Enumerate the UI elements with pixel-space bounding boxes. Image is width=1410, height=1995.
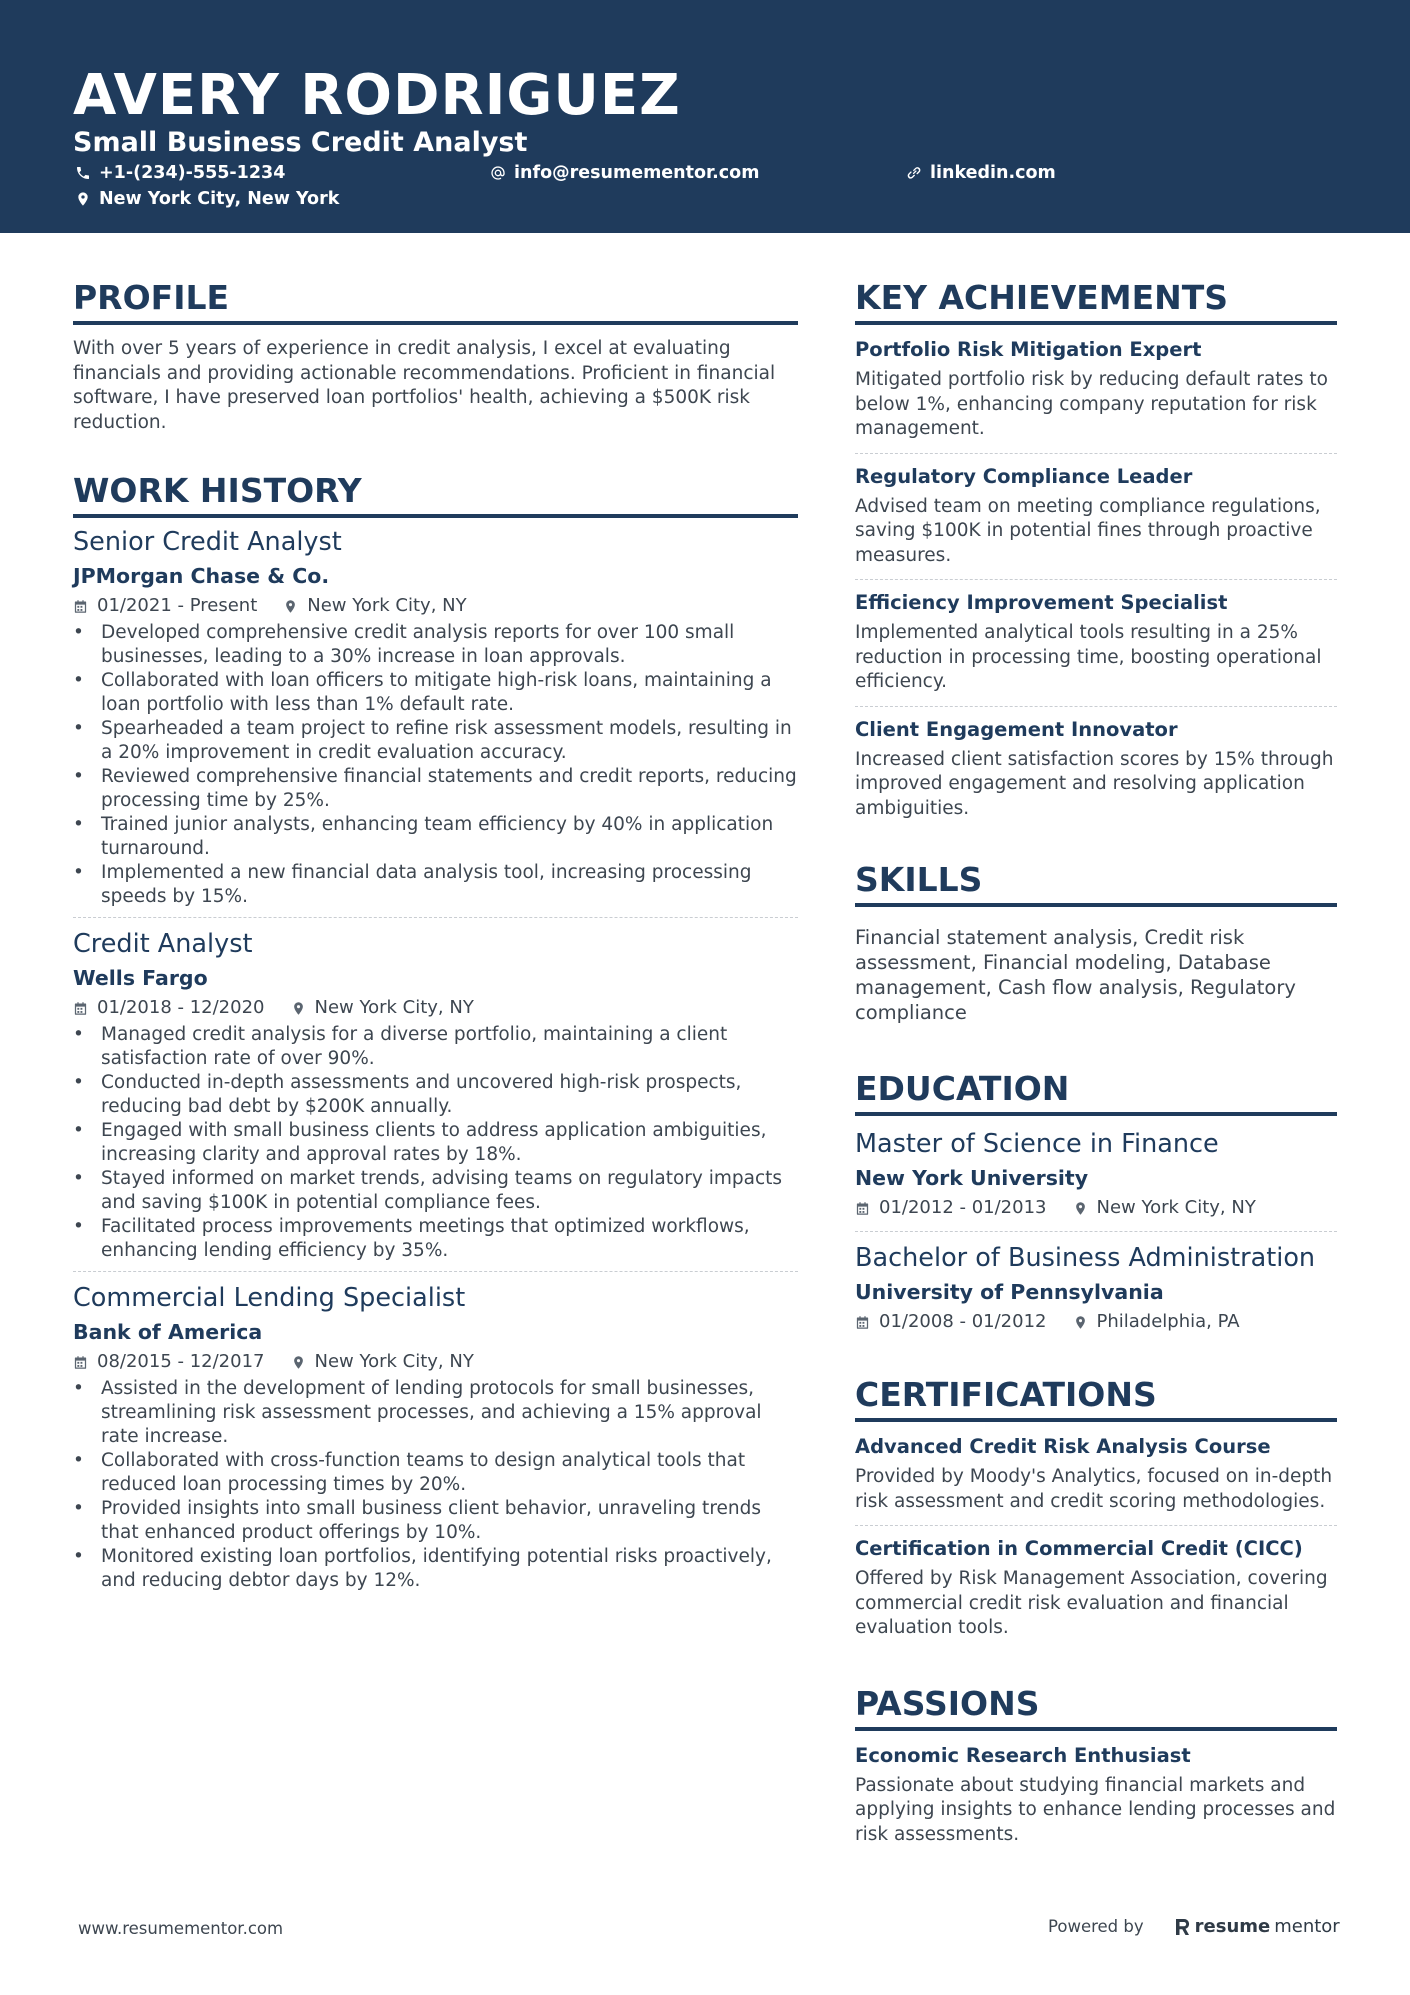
certification-title: Certification in Commercial Credit (CICC) bbox=[855, 1537, 1303, 1560]
achievement-text: Increased client satisfaction scores by 15% through improved engagement and resolving application ambiguities. bbox=[855, 748, 1334, 819]
job-entry bbox=[73, 526, 798, 917]
footer-powered bbox=[1048, 1916, 1340, 1937]
profile-text: With over 5 years of experience in credit analysis, I excel at evaluating financials and providing actionable recommendations. Proficient in financial software, I have preserved loan portfolios' health, achieving a $500K risk reduction. bbox=[73, 338, 776, 433]
job-bullet: • Conducted in-depth assessments and uncovered high-risk prospects, reducing bad debt by $200K annually. bbox=[73, 1071, 798, 1119]
achievement-text: Mitigated portfolio risk by reducing default rates to below 1%, enhancing company reputation for risk management. bbox=[855, 369, 1328, 439]
achievements-heading: KEY ACHIEVEMENTS bbox=[855, 278, 1337, 325]
candidate-name: AVERY RODRIGUEZ bbox=[73, 63, 681, 128]
job-meta bbox=[73, 1349, 798, 1375]
achievement-item bbox=[855, 706, 1337, 833]
candidate-title: Small Business Credit Analyst bbox=[73, 127, 528, 158]
education-dates: 01/2008 - 01/2012 bbox=[879, 1311, 1047, 1332]
degree-title: Master of Science in Finance bbox=[855, 1129, 1219, 1159]
education-meta bbox=[855, 1309, 1337, 1335]
linkedin-text: linkedin.com bbox=[930, 163, 1056, 183]
job-bullet: • Facilitated process improvements meetings that optimized workflows, enhancing lending efficiency by 35%. bbox=[73, 1215, 798, 1263]
education-item bbox=[855, 1118, 1337, 1231]
map-pin-icon bbox=[1073, 1201, 1088, 1216]
achievement-title: Efficiency Improvement Specialist bbox=[855, 591, 1228, 614]
job-bullet: • Monitored existing loan portfolios, identifying potential risks proactively, and reducing debtor days by 12%. bbox=[73, 1545, 798, 1593]
job-bullet: • Reviewed comprehensive financial statements and credit reports, reducing processing time by 25%. bbox=[73, 765, 798, 813]
location-contact bbox=[75, 188, 339, 210]
job-title: Commercial Lending Specialist bbox=[73, 1283, 466, 1313]
phone-icon bbox=[75, 165, 91, 181]
certification-text: Provided by Moody's Analytics, focused on in-depth risk assessment and credit scoring methodologies. bbox=[855, 1466, 1333, 1512]
education-heading: EDUCATION bbox=[855, 1069, 1337, 1116]
job-location bbox=[291, 1349, 474, 1375]
footer-website[interactable]: www.resumementor.com bbox=[78, 1919, 284, 1938]
job-location bbox=[283, 593, 466, 619]
achievement-item bbox=[855, 453, 1337, 580]
job-dates: 01/2018 - 12/2020 bbox=[97, 997, 265, 1018]
job-location-text: New York City, NY bbox=[314, 997, 474, 1018]
job-location bbox=[291, 995, 474, 1021]
calendar-icon bbox=[73, 1355, 88, 1370]
certification-item bbox=[855, 1525, 1337, 1652]
certification-item bbox=[855, 1424, 1337, 1525]
education-location-text: Philadelphia, PA bbox=[1096, 1311, 1240, 1332]
job-meta bbox=[73, 995, 798, 1021]
map-pin-icon bbox=[291, 1355, 306, 1370]
job-location-text: New York City, NY bbox=[307, 595, 467, 616]
achievement-title: Client Engagement Innovator bbox=[855, 717, 1178, 741]
job-bullets bbox=[73, 1377, 798, 1593]
achievement-title: Regulatory Compliance Leader bbox=[855, 464, 1193, 488]
resumementor-logo-icon bbox=[1174, 1917, 1191, 1937]
brand-light-text: mentor bbox=[1274, 1916, 1340, 1937]
company-name: Bank of America bbox=[73, 1320, 263, 1344]
education-location bbox=[1073, 1309, 1240, 1335]
company-name: Wells Fargo bbox=[73, 966, 208, 990]
profile-heading: PROFILE bbox=[73, 278, 798, 325]
map-pin-icon bbox=[283, 599, 298, 614]
achievement-item bbox=[855, 327, 1337, 453]
job-bullet: • Stayed informed on market trends, advising teams on regulatory impacts and saving $100K in potential compliance fees. bbox=[73, 1167, 798, 1215]
map-pin-icon bbox=[291, 1001, 306, 1016]
job-bullets bbox=[73, 621, 798, 909]
job-title: Senior Credit Analyst bbox=[73, 527, 342, 557]
degree-title: Bachelor of Business Administration bbox=[855, 1243, 1316, 1273]
brand-logo[interactable] bbox=[1174, 1916, 1340, 1937]
job-title: Credit Analyst bbox=[73, 929, 253, 959]
job-bullet: • Engaged with small business clients to address application ambiguities, increasing clarity and approval rates by 18%. bbox=[73, 1119, 798, 1167]
job-bullet: • Implemented a new financial data analysis tool, increasing processing speeds by 15%. bbox=[73, 861, 798, 909]
education-item bbox=[855, 1231, 1337, 1345]
phone-text: +1-(234)-555-1234 bbox=[99, 163, 286, 183]
education-meta bbox=[855, 1195, 1337, 1221]
job-bullets bbox=[73, 1023, 798, 1263]
location-text: New York City, New York bbox=[99, 189, 340, 209]
certification-list bbox=[855, 1424, 1337, 1652]
resume-header bbox=[0, 0, 1410, 233]
work-history-heading: WORK HISTORY bbox=[73, 471, 798, 518]
achievement-list bbox=[855, 327, 1337, 832]
job-entry bbox=[73, 1271, 798, 1601]
linkedin-contact[interactable] bbox=[906, 162, 1056, 184]
passion-item bbox=[855, 1733, 1337, 1859]
calendar-icon bbox=[855, 1201, 870, 1216]
calendar-icon bbox=[73, 1001, 88, 1016]
school-name: New York University bbox=[855, 1166, 1089, 1190]
education-location bbox=[1073, 1195, 1256, 1221]
job-location-text: New York City, NY bbox=[314, 1351, 474, 1372]
at-icon bbox=[490, 165, 506, 181]
link-icon bbox=[906, 165, 922, 181]
achievement-text: Advised team on meeting compliance regulations, saving $100K in potential fines through proactive measures. bbox=[855, 495, 1321, 566]
job-entry bbox=[73, 917, 798, 1271]
job-bullet: • Provided insights into small business client behavior, unraveling trends that enhanced product offerings by 10%. bbox=[73, 1497, 798, 1545]
job-list bbox=[73, 526, 798, 1601]
job-bullet: • Developed comprehensive credit analysis reports for over 100 small businesses, leading to a 30% increase in loan approvals. bbox=[73, 621, 798, 669]
passion-text: Passionate about studying financial markets and applying insights to enhance lending processes and risk assessments. bbox=[855, 1774, 1336, 1845]
job-bullet: • Trained junior analysts, enhancing team efficiency by 40% in application turnaround. bbox=[73, 813, 798, 861]
job-bullet: • Managed credit analysis for a diverse portfolio, maintaining a client satisfaction rate of over 90%. bbox=[73, 1023, 798, 1071]
map-pin-icon bbox=[1073, 1315, 1088, 1330]
right-column bbox=[855, 278, 1337, 1858]
certification-title: Advanced Credit Risk Analysis Course bbox=[855, 1435, 1271, 1458]
brand-bold-text: resume bbox=[1194, 1916, 1271, 1937]
achievement-item bbox=[855, 579, 1337, 706]
job-bullet: • Collaborated with loan officers to mitigate high-risk loans, maintaining a loan portfolio with less than 1% default rate. bbox=[73, 669, 798, 717]
education-location-text: New York City, NY bbox=[1096, 1197, 1256, 1218]
job-meta bbox=[73, 593, 798, 619]
job-dates: 08/2015 - 12/2017 bbox=[97, 1351, 265, 1372]
school-name: University of Pennsylvania bbox=[855, 1280, 1164, 1304]
email-text: info@resumementor.com bbox=[514, 163, 760, 183]
education-list bbox=[855, 1118, 1337, 1345]
skills-text: Financial statement analysis, Credit risk assessment, Financial modeling, Database management, Cash flow analysis, Regulatory compliance bbox=[855, 926, 1296, 1024]
map-pin-icon bbox=[75, 191, 91, 207]
job-bullet: • Spearheaded a team project to refine risk assessment models, resulting in a 20% improvement in credit evaluation accuracy. bbox=[73, 717, 798, 765]
education-dates: 01/2012 - 01/2013 bbox=[879, 1197, 1047, 1218]
phone-contact[interactable] bbox=[75, 162, 285, 184]
powered-by-label: Powered by bbox=[1048, 1917, 1144, 1936]
achievement-text: Implemented analytical tools resulting in a 25% reduction in processing time, boosting operational efficiency. bbox=[855, 622, 1322, 692]
email-contact[interactable] bbox=[490, 162, 759, 184]
skills-heading: SKILLS bbox=[855, 860, 1337, 907]
certification-text: Offered by Risk Management Association, covering commercial credit risk evaluation and financial evaluation tools. bbox=[855, 1568, 1328, 1638]
passions-heading: PASSIONS bbox=[855, 1684, 1337, 1731]
job-bullet: • Assisted in the development of lending protocols for small businesses, streamlining risk assessment processes, and achieving a 15% approval rate increase. bbox=[73, 1377, 798, 1449]
left-column bbox=[73, 278, 798, 1601]
job-bullet: • Collaborated with cross-function teams to design analytical tools that reduced loan processing times by 20%. bbox=[73, 1449, 798, 1497]
job-dates: 01/2021 - Present bbox=[97, 595, 258, 616]
passion-list bbox=[855, 1733, 1337, 1859]
calendar-icon bbox=[855, 1315, 870, 1330]
passion-title: Economic Research Enthusiast bbox=[855, 1743, 1191, 1767]
company-name: JPMorgan Chase & Co. bbox=[73, 564, 330, 588]
calendar-icon bbox=[73, 599, 88, 614]
achievement-title: Portfolio Risk Mitigation Expert bbox=[855, 338, 1202, 361]
certifications-heading: CERTIFICATIONS bbox=[855, 1375, 1337, 1422]
